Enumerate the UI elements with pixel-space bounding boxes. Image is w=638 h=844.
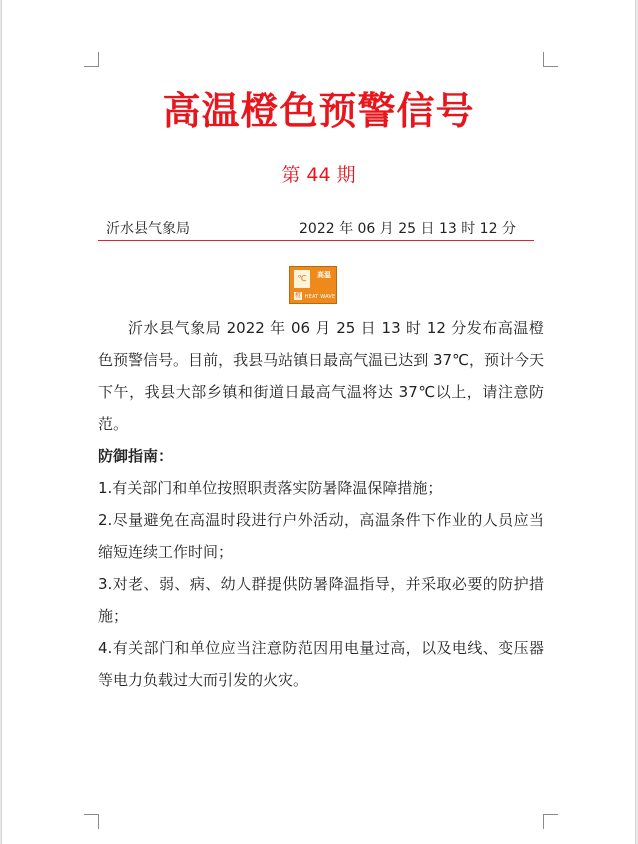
warning-icon-hot-label: 高温	[317, 271, 331, 279]
margin-corner-bottom-left	[84, 814, 99, 829]
warning-icon-en-label: HEAT WAVE	[304, 294, 336, 300]
guide-item-1: 1.有关部门和单位按照职责落实防暑降温保障措施；	[98, 479, 443, 497]
heat-wave-orange-warning-icon	[289, 266, 337, 304]
margin-corner-top-right	[543, 52, 558, 67]
margin-corner-bottom-right	[543, 814, 558, 829]
issuer-name: 沂水县气象局	[106, 221, 190, 237]
guide-item-2: 2.尽量避免在高温时段进行户外活动，高温条件下作业的人员应当缩短连续工作时间；	[98, 511, 544, 561]
guide-heading: 防御指南：	[98, 447, 174, 465]
issue-number: 第 44 期	[281, 164, 356, 186]
guide-item-3: 3.对老、弱、病、幼人群提供防暑降温指导，并采取必要的防护措施；	[98, 575, 544, 625]
document-body	[98, 312, 544, 696]
thermometer-icon: ℃	[294, 270, 310, 288]
margin-corner-top-left	[84, 52, 99, 67]
guide-item-4: 4.有关部门和单位应当注意防范因用电量过高，以及电线、变压器等电力负载过大而引发的火灾。	[98, 639, 544, 689]
warning-icon-level-label: 橙	[294, 292, 301, 299]
issue-datetime: 2022 年 06 月 25 日 13 时 12 分	[299, 221, 516, 237]
header-divider	[98, 240, 534, 241]
document-title: 高温橙色预警信号	[162, 89, 475, 133]
intro-paragraph: 沂水县气象局 2022 年 06 月 25 日 13 时 12 分发布高温橙色预警信号。目前，我县马站镇日最高气温已达到 37℃，预计今天下午，我县大部乡镇和街道日最高气温将达 37℃以上，请注意防范。	[98, 319, 544, 433]
document-page	[1, 0, 636, 844]
